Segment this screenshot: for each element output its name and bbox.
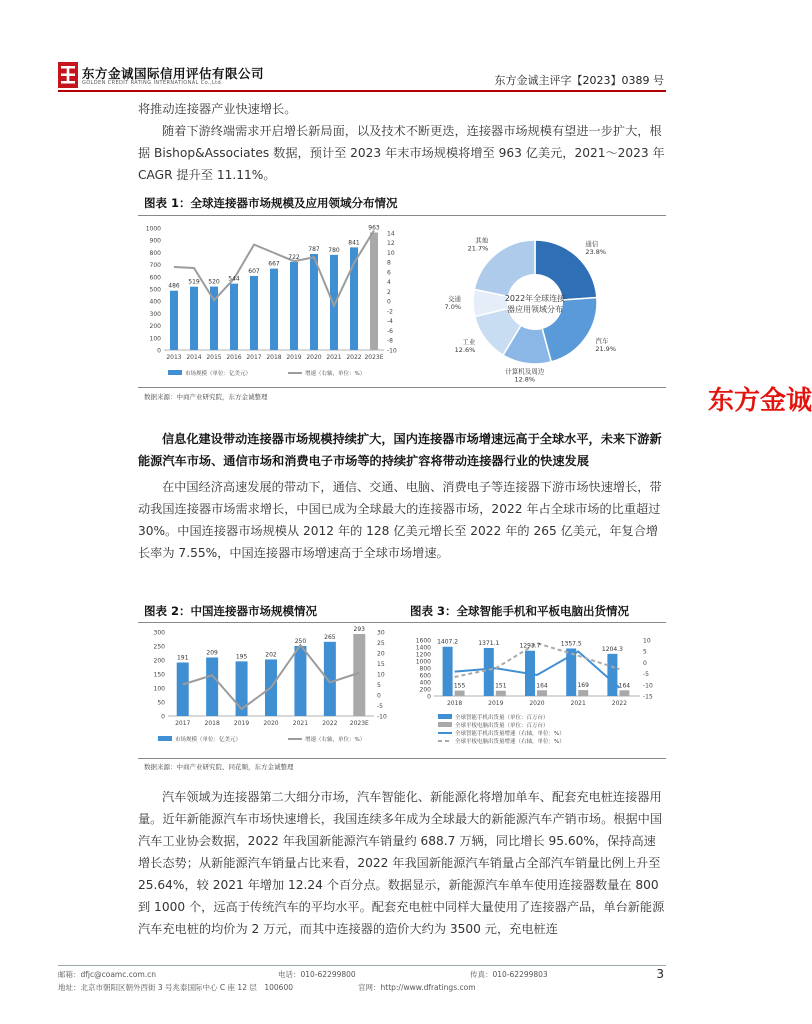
x-tick-label: 2020: [529, 700, 545, 707]
bar-value-label: 667: [268, 260, 280, 268]
legend-label: 全球智能手机出货量（单位：百万台）: [455, 715, 549, 721]
bar: [578, 690, 588, 696]
bar: [607, 654, 617, 696]
x-tick-label: 2018: [446, 700, 463, 707]
bar-value-label: 164: [618, 682, 631, 690]
company-name-en: GOLDEN CREDIT RATING INTERNATIONAL Co.,Ltd.: [82, 80, 224, 86]
pie-category-label: 其他: [475, 236, 489, 245]
x-tick-label: 2023E: [364, 354, 384, 361]
y-tick-label: 1400: [415, 644, 431, 652]
paragraph-2: 随着下游终端需求开启增长新局面，以及技术不断更迭，连接器市场规模有望进一步扩大，根据 Bishop&Associates 数据，预计至 2023 年末市场规模将增至 963 亿美元，2021～2023 年 CAGR 提升至 11.11%。: [138, 124, 665, 182]
bar: [496, 691, 506, 696]
y-tick-label: 300: [149, 310, 161, 318]
pie-value-label: 12.6%: [454, 345, 476, 354]
y2-tick-label: -4: [387, 318, 393, 326]
bar-value-label: 1293.7: [519, 642, 541, 650]
y-tick-label: 250: [153, 643, 165, 651]
bar: [310, 254, 318, 350]
header-divider: [58, 90, 666, 92]
x-tick-label: 2020: [306, 354, 322, 361]
bar-value-label: 841: [348, 239, 360, 247]
y2-tick-label: 5: [643, 648, 647, 656]
pie-value-label: 23.8%: [585, 247, 607, 256]
y-tick-label: 0: [427, 693, 431, 701]
y2-tick-label: -10: [387, 347, 397, 355]
y-tick-label: 600: [149, 274, 161, 282]
pie-category-label: 通信: [585, 239, 599, 248]
y-tick-label: 50: [157, 699, 165, 707]
bar: [370, 233, 378, 350]
bar-value-label: 265: [324, 633, 336, 641]
figure1-caption: 图表 1：全球连接器市场规模及应用领域分布情况: [144, 196, 398, 210]
x-tick-label: 2016: [226, 354, 242, 361]
y2-tick-label: 8: [387, 259, 391, 267]
pie-value-label: 7.0%: [444, 303, 462, 312]
y-tick-label: 200: [419, 686, 431, 694]
bar-value-label: 722: [288, 253, 300, 261]
x-tick-label: 2018: [266, 354, 282, 361]
section-heading: 信息化建设带动连接器市场规模持续扩大，国内连接器市场增速远高于全球水平，未来下游新能源汽车市场、通信市场和消费电子市场等的持续扩容将带动连接器行业的快速发展: [138, 432, 662, 468]
bar-value-label: 486: [168, 282, 180, 290]
x-tick-label: 2023E: [349, 720, 369, 727]
bar: [270, 269, 278, 350]
y-tick-label: 700: [149, 262, 161, 270]
y2-tick-label: -10: [643, 682, 653, 690]
bar-value-label: 195: [235, 653, 248, 661]
y2-tick-label: 5: [377, 682, 381, 689]
y2-tick-label: 2: [387, 288, 391, 296]
figure1-source: 数据来源：中商产业研究院，东方金诚整理: [144, 393, 268, 401]
y2-tick-label: -6: [387, 327, 393, 335]
pie-value-label: 21.7%: [467, 244, 489, 253]
pie-category-label: 交通: [448, 295, 462, 304]
paragraph-1: 将推动连接器产业快速增长。: [138, 102, 297, 116]
bar-value-label: 250: [294, 638, 307, 645]
figure23-top-rule: [138, 622, 666, 623]
y-tick-label: 100: [153, 685, 165, 693]
x-tick-label: 2021: [326, 354, 342, 361]
y2-tick-label: 12: [387, 240, 395, 248]
global-connector-market-chart: [138, 218, 408, 383]
y2-tick-label: 14: [387, 230, 395, 238]
legend-label: 增速（右轴，单位：%）: [305, 371, 366, 377]
y-tick-label: 300: [153, 629, 165, 637]
pie-category-label: 计算机及周边: [505, 367, 545, 376]
legend-label: 全球平板电脑出货量增速（右轴，单位：%）: [455, 739, 565, 745]
figure23-bottom-rule: [138, 758, 666, 759]
bar-value-label: 191: [176, 654, 189, 662]
bar-value-label: 520: [208, 278, 220, 286]
pie-center-label-line2: 器应用领域分布: [507, 305, 563, 314]
bar: [619, 690, 629, 696]
y-tick-label: 900: [149, 237, 161, 245]
y-tick-label: 0: [157, 347, 161, 355]
bar-value-label: 1204.3: [601, 645, 623, 653]
side-stamp: 东方金诚: [708, 386, 812, 416]
y2-tick-label: 6: [387, 269, 391, 277]
bar: [190, 287, 198, 350]
x-tick-label: 2020: [263, 720, 279, 727]
y2-tick-label: -15: [643, 693, 653, 701]
y2-tick-label: 30: [377, 629, 385, 637]
figure3-caption: 图表 3：全球智能手机和平板电脑出货情况: [410, 604, 630, 618]
legend-swatch: [438, 722, 452, 727]
bar-value-label: 202: [265, 651, 277, 659]
y-tick-label: 1600: [415, 637, 431, 645]
legend-label: 全球智能手机出货量增速（右轴，单位：%）: [455, 731, 565, 737]
y-tick-label: 800: [419, 665, 431, 673]
y-tick-label: 800: [149, 249, 161, 257]
pie-value-label: 12.8%: [514, 375, 536, 384]
y2-tick-label: 10: [643, 637, 651, 645]
report-reference: 东方金诚主评字【2023】0389 号: [494, 74, 664, 87]
page-number: 3: [656, 967, 664, 981]
legend-label: 增速（右轴，单位：%）: [305, 737, 366, 743]
legend-swatch: [168, 370, 182, 375]
bar: [250, 276, 258, 350]
footer-website: 官网：http://www.dfratings.com: [358, 983, 476, 992]
bar-value-label: 155: [453, 682, 466, 690]
y2-tick-label: 20: [377, 650, 385, 658]
bar-value-label: 164: [536, 682, 548, 690]
bar-value-label: 1407.2: [437, 638, 459, 646]
figure1-bottom-rule: [138, 387, 666, 388]
pie-category-label: 汽车: [595, 336, 609, 345]
x-tick-label: 2019: [488, 700, 504, 707]
footer-phone: 电话：010-62299800: [278, 970, 356, 979]
bar-value-label: 544: [228, 275, 240, 283]
x-tick-label: 2019: [286, 354, 302, 361]
y2-tick-label: -8: [387, 337, 393, 345]
bar-value-label: 519: [188, 278, 200, 286]
x-tick-label: 2013: [166, 354, 182, 361]
legend-swatch: [438, 714, 452, 719]
x-tick-label: 2021: [570, 700, 586, 707]
bar: [177, 663, 189, 716]
y-tick-label: 1200: [415, 651, 431, 659]
y-tick-label: 400: [149, 298, 161, 306]
x-tick-label: 2017: [246, 354, 262, 361]
x-tick-label: 2019: [233, 720, 250, 727]
company-name-cn: 东方金诚国际信用评估有限公司: [82, 66, 265, 81]
y2-tick-label: -5: [377, 703, 383, 710]
bar-value-label: 1357.5: [560, 640, 582, 648]
pie-center-label-line1: 2022年全球连接: [504, 294, 566, 303]
bar-value-label: 787: [308, 245, 320, 253]
x-tick-label: 2022: [346, 354, 362, 361]
y-tick-label: 1000: [145, 225, 161, 233]
y2-tick-label: 0: [643, 659, 647, 667]
x-tick-label: 2022: [322, 720, 338, 727]
y2-tick-label: 10: [377, 671, 385, 679]
paragraph-4: 汽车领域为连接器第二大细分市场，汽车智能化、新能源化将增加单车、配套充电桩连接器用量。近年新能源汽车市场快速增长，我国连续多年成为全球最大的新能源汽车产销市场。根据中国汽车工业协会数据，2022 年我国新能源汽车销量约 688.7 万辆，同比增长 95.60%，保持高速增长态势；从新能源汽车销量占比来看，2022 年我国新能源汽车销量占全部汽车销量比例上升至 25.64%，较 2021 年增加 12.24 个百分点。数据显示，新能源汽车单车使用连接器数量在 800 到 1000 个，远高于传统汽车的平均水平。配套充电桩中同样大量使用了连接器产品，单台新能源汽车充电桩的均价为 2 万元，而其中连接器的造价大约为 3500 元，充电桩连: [138, 790, 665, 936]
bar-value-label: 151: [495, 682, 507, 690]
legend-label: 市场规模（单位：亿美元）: [185, 371, 252, 377]
bar: [206, 657, 218, 716]
figure1-top-rule: [138, 215, 666, 216]
footer-fax: 传真：010-62299803: [470, 970, 548, 979]
paragraph-3: 在中国经济高速发展的带动下，通信、交通、电脑、消费电子等连接器下游市场快速增长，带动我国连接器市场需求增长，中国已成为全球最大的连接器市场，2022 年占全球市场的比重超过 30%。中国连接器市场规模从 2012 年的 128 亿美元增长至 2022 年的 265 亿美元，年复合增长率为 7.55%，中国连接器市场增速高于全球市场增速。: [138, 480, 662, 560]
bar-value-label: 607: [248, 267, 260, 275]
bar-value-label: 293: [353, 625, 366, 633]
y-tick-label: 600: [419, 672, 431, 680]
figure2-caption: 图表 2：中国连接器市场规模情况: [144, 604, 318, 618]
bar-value-label: 209: [206, 649, 218, 657]
bar-value-label: 1371.1: [478, 640, 500, 648]
china-connector-market-chart: [138, 626, 400, 756]
application-distribution-pie: [444, 222, 617, 384]
bar: [537, 690, 547, 696]
x-tick-label: 2017: [175, 720, 191, 727]
pie-category-label: 工业: [462, 337, 476, 346]
x-tick-label: 2022: [611, 700, 628, 707]
legend-swatch: [158, 736, 172, 741]
footer-email: 邮箱：dfjc@coamc.com.cn: [58, 970, 157, 979]
bar: [330, 255, 338, 350]
y-tick-label: 500: [149, 286, 161, 294]
y2-tick-label: 0: [387, 298, 391, 306]
y2-tick-label: 0: [377, 692, 381, 700]
y2-tick-label: 25: [377, 640, 385, 647]
x-tick-label: 2014: [186, 354, 202, 361]
pie-value-label: 21.9%: [595, 344, 617, 353]
y2-tick-label: 4: [387, 279, 391, 287]
smartphone-tablet-shipment-chart: [404, 626, 666, 756]
y-tick-label: 150: [153, 671, 165, 679]
x-tick-label: 2021: [292, 720, 309, 727]
y2-tick-label: -10: [377, 713, 387, 721]
y2-tick-label: 15: [377, 661, 385, 668]
x-tick-label: 2018: [204, 720, 220, 727]
bar-value-label: 169: [577, 682, 589, 690]
bar: [294, 646, 306, 716]
bar: [290, 262, 298, 350]
y-tick-label: 200: [153, 657, 165, 665]
bar: [484, 648, 494, 696]
y2-tick-label: -5: [643, 671, 649, 679]
y2-tick-label: 10: [387, 249, 395, 257]
bar: [230, 284, 238, 350]
y-tick-label: 1000: [415, 658, 431, 666]
legend-label: 市场规模（单位：亿美元）: [175, 737, 242, 743]
bar-value-label: 963: [368, 224, 380, 232]
bar: [170, 291, 178, 350]
y-tick-label: 0: [161, 713, 165, 721]
bar-value-label: 780: [328, 246, 340, 254]
company-logo: [58, 62, 78, 88]
y-tick-label: 200: [149, 323, 161, 331]
bar: [324, 642, 336, 716]
x-tick-label: 2015: [206, 354, 222, 361]
legend-label: 全球平板电脑出货量（单位：百万台）: [455, 723, 549, 729]
y2-tick-label: -2: [387, 308, 393, 316]
bar: [455, 691, 465, 696]
footer-divider: [58, 965, 666, 966]
footer-address: 地址：北京市朝阳区朝外西街 3 号兆泰国际中心 C 座 12 层 100600: [58, 983, 293, 992]
y-tick-label: 400: [419, 679, 431, 687]
y-tick-label: 100: [149, 335, 161, 343]
figure23-source: 数据来源：中商产业研究院、同花顺，东方金诚整理: [144, 763, 294, 771]
bar: [443, 647, 453, 696]
